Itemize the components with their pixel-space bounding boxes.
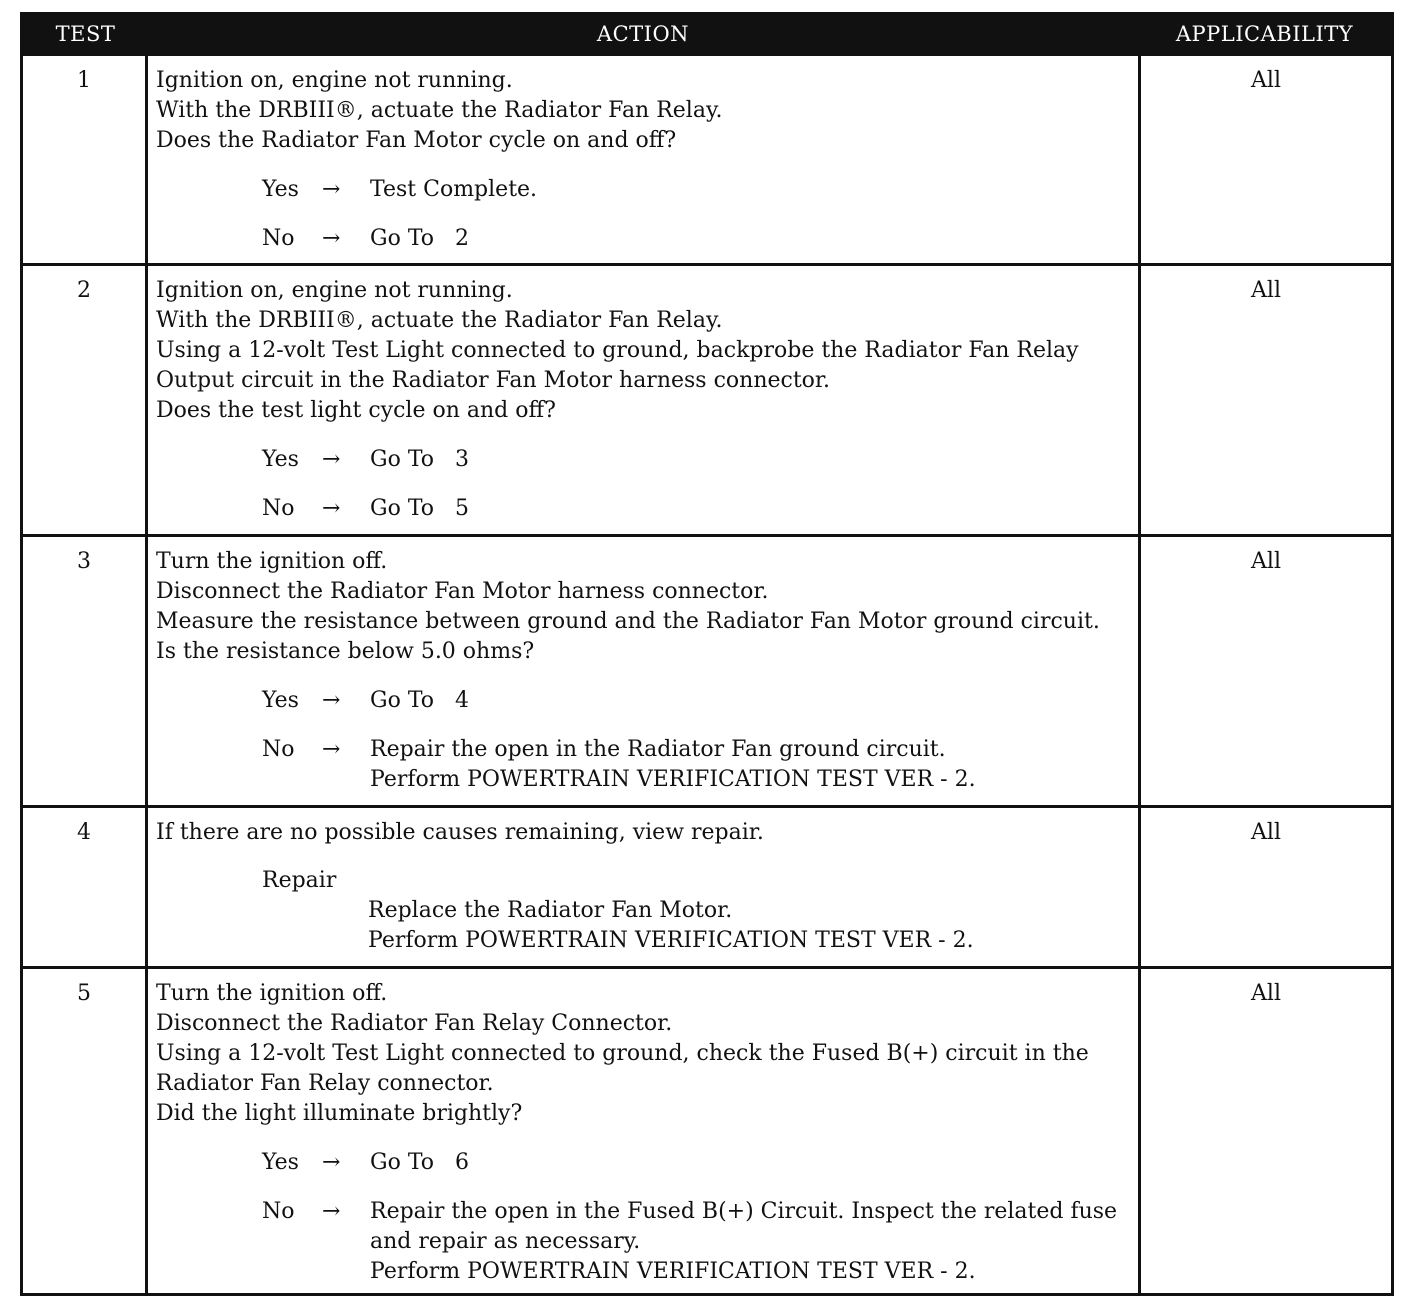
action-line: Using a 12-volt Test Light connected to ground, check the Fused B(+) circuit in the xyxy=(156,1041,1089,1066)
test-number: 4 xyxy=(23,805,148,966)
applicability-value: All xyxy=(1138,53,1391,263)
arrow-icon: → xyxy=(322,688,341,713)
applicability-value: All xyxy=(1138,805,1391,966)
action-line: Does the Radiator Fan Motor cycle on and off? xyxy=(156,128,677,153)
no-label: No xyxy=(262,1199,295,1224)
arrow-icon: → xyxy=(322,737,341,762)
header-applicability: APPLICABILITY xyxy=(1138,15,1391,53)
yes-result: Go To 3 xyxy=(370,447,469,472)
arrow-icon: → xyxy=(322,1150,341,1175)
action-line: Turn the ignition off. xyxy=(156,549,388,574)
no-label: No xyxy=(262,496,295,521)
yes-result: Go To 6 xyxy=(370,1150,469,1175)
action-line: Is the resistance below 5.0 ohms? xyxy=(156,639,535,664)
no-label: No xyxy=(262,226,295,251)
yes-option xyxy=(262,1148,1130,1178)
test-number: 2 xyxy=(23,263,148,534)
applicability-value: All xyxy=(1138,534,1391,805)
applicability-value: All xyxy=(1138,263,1391,534)
action-line: Did the light illuminate brightly? xyxy=(156,1101,523,1126)
applicability-value: All xyxy=(1138,966,1391,1293)
test-number: 3 xyxy=(23,534,148,805)
action-cell xyxy=(148,263,1138,534)
no-label: No xyxy=(262,737,295,762)
no-result: and repair as necessary. xyxy=(370,1229,641,1254)
yes-label: Yes xyxy=(262,177,299,202)
diagnostic-test-table xyxy=(20,12,1394,1296)
yes-option xyxy=(262,445,1130,475)
action-line: With the DRBIII®, actuate the Radiator Fan Relay. xyxy=(156,98,723,123)
action-line: With the DRBIII®, actuate the Radiator Fan Relay. xyxy=(156,308,723,333)
header-test: TEST xyxy=(23,15,148,53)
action-cell xyxy=(148,53,1138,263)
no-option xyxy=(262,735,1130,795)
action-line: Radiator Fan Relay connector. xyxy=(156,1071,494,1096)
yes-label: Yes xyxy=(262,1150,299,1175)
arrow-icon: → xyxy=(322,177,341,202)
action-line: Measure the resistance between ground and the Radiator Fan Motor ground circuit. xyxy=(156,609,1100,634)
action-line: If there are no possible causes remaining, view repair. xyxy=(156,820,764,845)
action-cell xyxy=(148,805,1138,966)
action-line: Ignition on, engine not running. xyxy=(156,278,513,303)
no-result: Perform POWERTRAIN VERIFICATION TEST VER - 2. xyxy=(370,767,976,792)
arrow-icon: → xyxy=(322,496,341,521)
repair-text xyxy=(368,896,1130,956)
action-line: Disconnect the Radiator Fan Motor harness connector. xyxy=(156,579,769,604)
yes-label: Yes xyxy=(262,688,299,713)
repair-line: Replace the Radiator Fan Motor. xyxy=(368,898,733,923)
yes-option xyxy=(262,175,1130,205)
action-line: Turn the ignition off. xyxy=(156,981,388,1006)
no-result: Go To 2 xyxy=(370,226,469,251)
no-option xyxy=(262,494,1130,524)
action-line: Ignition on, engine not running. xyxy=(156,68,513,93)
arrow-icon: → xyxy=(322,447,341,472)
no-result: Go To 5 xyxy=(370,496,469,521)
action-line: Disconnect the Radiator Fan Relay Connector. xyxy=(156,1011,673,1036)
action-line: Output circuit in the Radiator Fan Motor harness connector. xyxy=(156,368,831,393)
arrow-icon: → xyxy=(322,1199,341,1224)
action-line: Does the test light cycle on and off? xyxy=(156,398,556,423)
yes-option xyxy=(262,686,1130,716)
no-option xyxy=(262,224,1130,254)
no-result: Repair the open in the Radiator Fan ground circuit. xyxy=(370,737,946,762)
repair-label: Repair xyxy=(262,868,337,893)
no-result: Repair the open in the Fused B(+) Circuit. Inspect the related fuse xyxy=(370,1199,1118,1224)
header-action: ACTION xyxy=(148,15,1138,53)
yes-result: Test Complete. xyxy=(370,177,538,202)
test-number: 5 xyxy=(23,966,148,1293)
action-line: Using a 12-volt Test Light connected to ground, backprobe the Radiator Fan Relay xyxy=(156,338,1079,363)
action-cell xyxy=(148,534,1138,805)
arrow-icon: → xyxy=(322,226,341,251)
no-option xyxy=(262,1197,1130,1287)
repair-line: Perform POWERTRAIN VERIFICATION TEST VER - 2. xyxy=(368,928,974,953)
yes-label: Yes xyxy=(262,447,299,472)
test-number: 1 xyxy=(23,53,148,263)
no-result: Perform POWERTRAIN VERIFICATION TEST VER - 2. xyxy=(370,1259,976,1284)
yes-result: Go To 4 xyxy=(370,688,469,713)
action-cell xyxy=(148,966,1138,1293)
